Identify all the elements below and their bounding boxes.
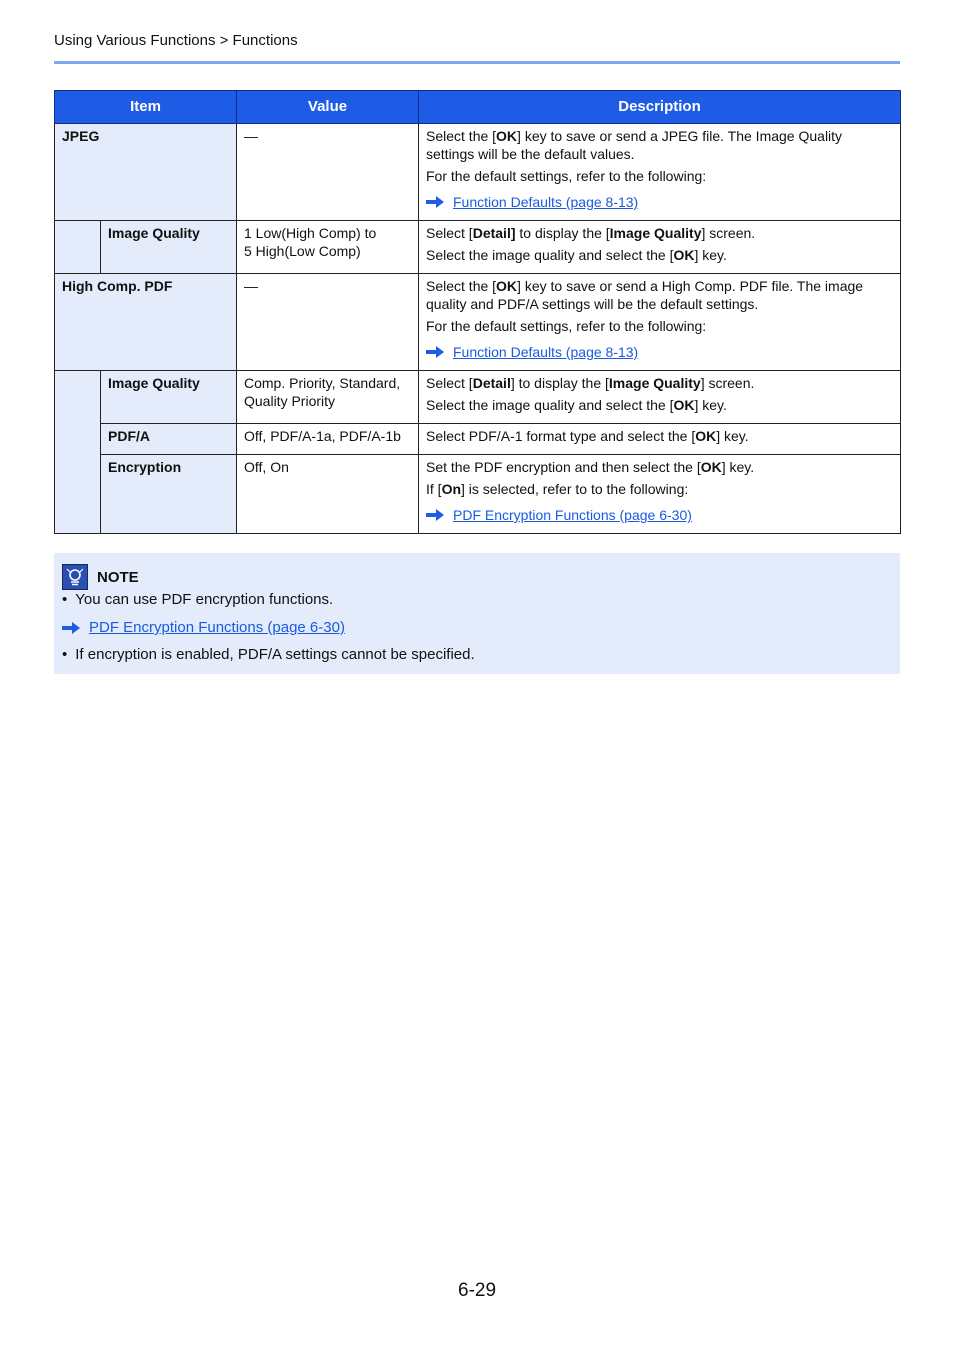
table-row: [55, 221, 901, 274]
header-description: Description: [419, 91, 901, 124]
page-number: 6-29: [458, 1280, 497, 1301]
header-rule: [54, 61, 900, 64]
arrow-right-icon: [62, 622, 80, 634]
description-cell: Select the [OK] key to save or send a JPEG file. The Image Quality settings will be the default values. For the default settings, refer to the following: Function Defaults (page 8-13): [419, 124, 901, 221]
note-bullet-2: • If encryption is enabled, PDF/A settings cannot be specified.: [62, 646, 475, 663]
description-cell: Select the [OK] key to save or send a High Comp. PDF file. The image quality and PDF/A settings will be the default settings. For the default settings, refer to the following: Function Defaults (page 8-13): [419, 274, 901, 371]
item-jpeg: JPEG: [55, 124, 237, 221]
description-cell: Set the PDF encryption and then select the [OK] key. If [On] is selected, refer to to the following: PDF Encryption Functions (page 6-30): [419, 455, 901, 534]
item-image-quality: Image Quality: [101, 371, 237, 424]
item-high-comp-pdf: High Comp. PDF: [55, 274, 237, 371]
value-cell: Off, On: [237, 455, 419, 534]
function-defaults-link[interactable]: Function Defaults (page 8-13): [453, 194, 639, 210]
table-row: [55, 371, 901, 424]
note-link-row: [62, 619, 345, 636]
function-table: [54, 90, 901, 534]
indent-cell: [55, 221, 101, 274]
description-cell: Select PDF/A-1 format type and select the [OK] key.: [419, 424, 901, 455]
description-cell: Select [Detail] to display the [Image Quality] screen. Select the image quality and select the [OK] key.: [419, 221, 901, 274]
value-cell: —: [237, 274, 419, 371]
note-header: [62, 564, 139, 590]
note-box: [54, 553, 900, 674]
arrow-right-icon: [426, 509, 444, 521]
item-pdfa: PDF/A: [101, 424, 237, 455]
note-bullet-1: • You can use PDF encryption functions.: [62, 591, 334, 608]
value-cell: Off, PDF/A-1a, PDF/A-1b: [237, 424, 419, 455]
table-row: [55, 455, 901, 534]
pdf-encryption-link[interactable]: PDF Encryption Functions (page 6-30): [89, 619, 345, 636]
breadcrumb: Using Various Functions > Functions: [54, 32, 298, 49]
value-cell: Comp. Priority, Standard, Quality Priority: [237, 371, 419, 424]
pdf-encryption-link[interactable]: PDF Encryption Functions (page 6-30): [453, 507, 692, 523]
value-cell: 1 Low(High Comp) to 5 High(Low Comp): [237, 221, 419, 274]
arrow-right-icon: [426, 196, 444, 208]
table-row: [55, 424, 901, 455]
indent-cell: [55, 371, 101, 534]
item-encryption: Encryption: [101, 455, 237, 534]
value-cell: —: [237, 124, 419, 221]
table-row: [55, 124, 901, 221]
note-icon: [62, 564, 88, 590]
function-defaults-link[interactable]: Function Defaults (page 8-13): [453, 344, 639, 360]
header-item: Item: [55, 91, 237, 124]
arrow-right-icon: [426, 346, 444, 358]
table-header-row: [55, 91, 901, 124]
table-row: [55, 274, 901, 371]
note-title: NOTE: [97, 568, 139, 586]
description-cell: Select [Detail] to display the [Image Quality] screen. Select the image quality and select the [OK] key.: [419, 371, 901, 424]
item-image-quality: Image Quality: [101, 221, 237, 274]
header-value: Value: [237, 91, 419, 124]
